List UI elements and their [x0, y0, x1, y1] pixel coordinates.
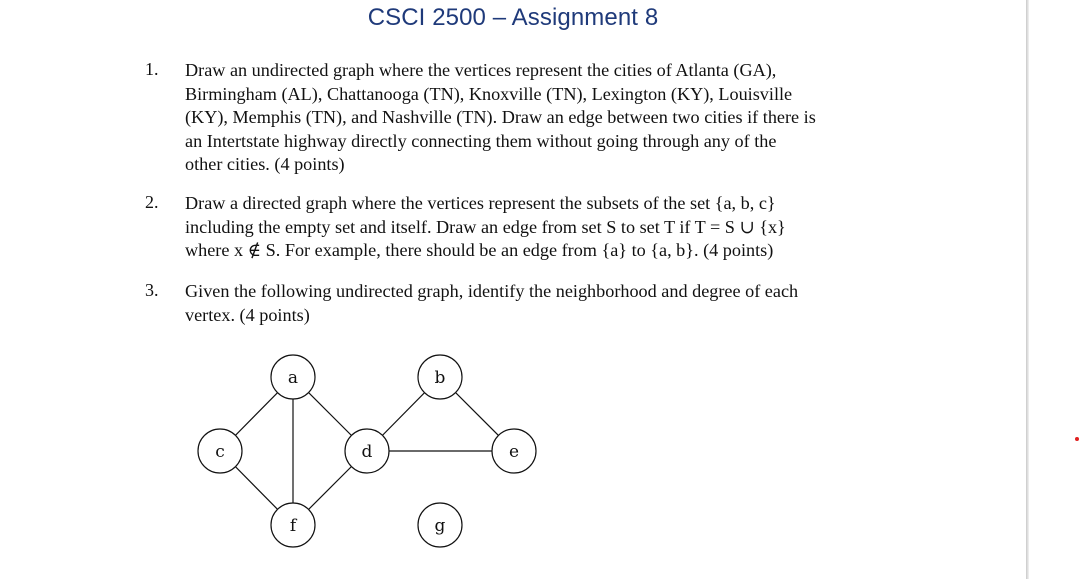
question-line: Draw a directed graph where the vertices represent the subsets of the set {a, b, c} [185, 193, 776, 213]
graph-vertex-label: b [434, 368, 446, 388]
question-number: 3. [145, 280, 159, 300]
page-title: CSCI 2500 – Assignment 8 [367, 4, 659, 31]
question-line: an Intertstate highway directly connecting them without going through any of the [185, 130, 777, 151]
question-line: where x ∉ S. For example, there should be an edge from {a} to {a, b}. (4 points) [185, 240, 774, 260]
graph-vertex-label: f [289, 516, 297, 536]
cursor-dot [1075, 437, 1079, 441]
question-number: 1. [145, 59, 159, 79]
question-line: other cities. (4 points) [185, 154, 345, 174]
question-line: Birmingham (AL), Chattanooga (TN), Knoxville (TN), Lexington (KY), Louisville [185, 83, 793, 104]
question-line: (KY), Memphis (TN), and Nashville (TN). Draw an edge between two cities if there is [185, 107, 816, 127]
question-number: 2. [145, 192, 159, 212]
graph-vertex-label: g [434, 516, 446, 536]
graph-vertex-label: e [508, 442, 520, 462]
question-line: Given the following undirected graph, identify the neighborhood and degree of each [185, 281, 799, 301]
graph-vertex-label: d [361, 442, 373, 462]
question-line: vertex. (4 points) [185, 304, 310, 325]
question-line: including the empty set and itself. Draw an edge from set S to set T if T = S ∪ {x} [185, 216, 786, 237]
viewer-background [1029, 0, 1081, 579]
question-line: Draw an undirected graph where the vertices represent the cities of Atlanta (GA), [185, 60, 777, 80]
graph-vertex-label: a [287, 368, 299, 388]
graph-vertex-label: c [215, 442, 225, 462]
